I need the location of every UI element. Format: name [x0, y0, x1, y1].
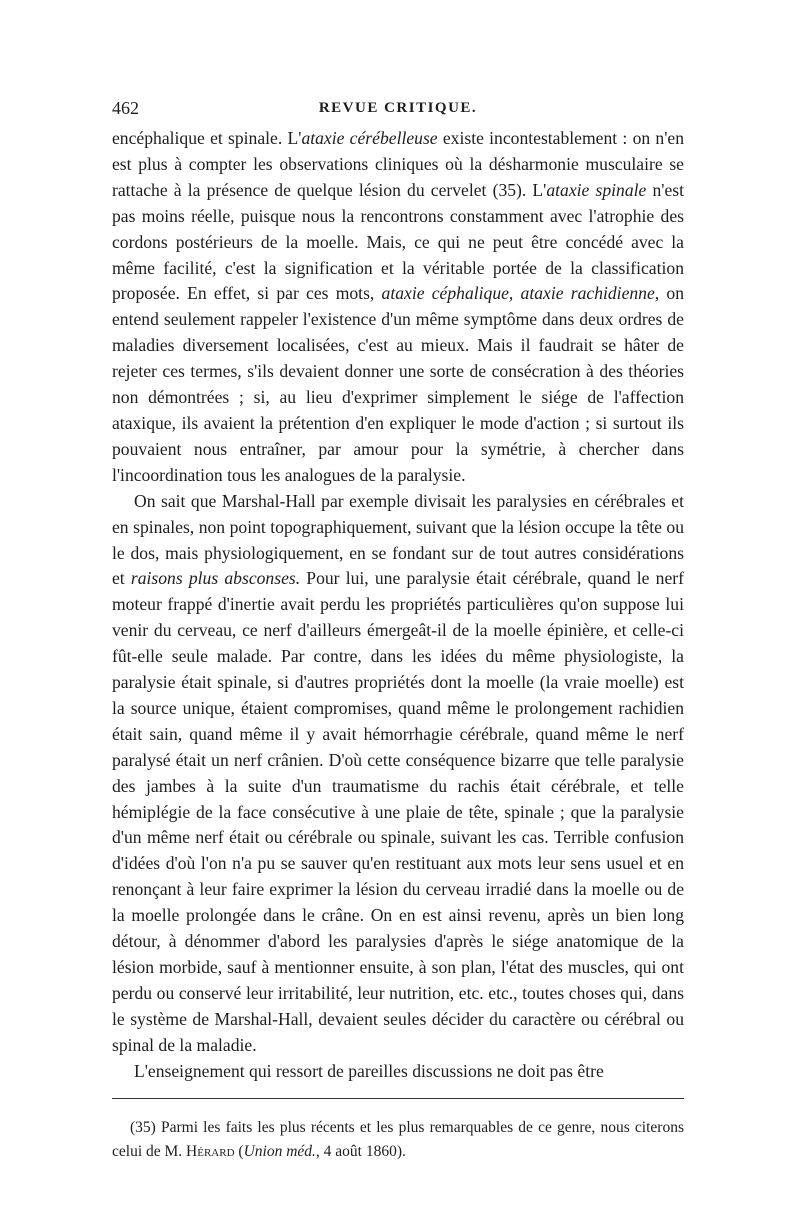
paragraph-3: L'enseignement qui ressort de pareilles discussions ne doit pas être — [134, 1060, 604, 1081]
page-header — [112, 98, 684, 124]
italic-term: ataxie cérébelleuse — [301, 128, 438, 148]
author-name: Hérard — [186, 1143, 235, 1160]
main-text — [112, 126, 684, 1085]
italic-term: raisons plus absconses. — [130, 568, 301, 589]
footnote-divider — [112, 1098, 684, 1099]
text-run: existe incontestablement : on n'en est plus à compter les observations cliniques où la désharmonie musculaire se rattache à la présence de quelque lésion du cervelet (35). L' — [112, 128, 684, 200]
text-run: n'est pas moins réelle, puisque nous la rencontrons constamment avec l'atrophie des cordons postérieurs de la moelle. Mais, ce qui ne peut être concédé avec la même facilité, c'est la signification et la véritable portée de la classification proposée. En effet, si par ces mots, — [112, 179, 684, 304]
running-head: REVUE CRITIQUE. — [318, 100, 478, 116]
italic-term: ataxie spinale — [546, 179, 647, 200]
text-run: Pour lui, une paralysie était cérébrale, quand le nerf moteur frappé d'inertie avait perdu les propriétés particulières qu'on suppose lui venir du cerveau, ce nerf d'ailleurs émergeât-il de la moelle épinière, et celle-ci fût-elle seule malade. Par contre, dans les idées du même physiologiste, la paralysie était spinale, si d'autres propriétés dont la moelle (la vraie moelle) est la source unique, étaient compromises, quand même le prolongement rachidien était sain, quand même il y avait hémorrhagie cérébrale, quand même le nerf paralysé était un nerf crânien. D'où cette conséquence bizarre que telle paralysie des jambes à la suite d'un traumatisme du rachis était cérébrale, et telle hémiplégie de la face consécutive à une plaie de tête, spinale ; que la paralysie d'un même nerf était ou cérébrale ou spinale, suivant les cas. Terrible confusion d'idées d'où l'on n'a pu se sauver qu'en restituant aux mots leur sens usuel et en renonçant à leur faire exprimer la lésion du cerveau irradié dans la moelle ou de la moelle prolongée dans le crâne. On en est ainsi revenu, après un bien long détour, à dénommer d'abord les paralysies d'après le siége anatomique de la lésion morbide, sauf à mentionner ensuite, à son plan, l'état des muscles, qui ont perdu ou conservé leur irritabilité, leur nutrition, etc. etc., toutes choses qui, dans le système de Marshal-Hall, devaient seules décider du caractère ou cérébral ou spinal de la maladie. — [112, 568, 684, 1055]
text-run: On sait que Marshal-Hall par exemple divisait les paralysies en cérébrales et en spinales, non point topographiquement, suivant que la lésion occupe la tête ou le dos, mais physiologiquement, en se fondant sur de tout autres considérations et — [112, 490, 684, 589]
text-run: encéphalique et spinale. L' — [112, 128, 302, 148]
paragraph-2 — [112, 489, 684, 1059]
journal-title: Union méd. — [243, 1143, 316, 1160]
paragraph-1 — [112, 126, 684, 489]
italic-term: ataxie céphalique, ataxie rachidienne, — [381, 283, 660, 304]
footnote-35 — [112, 1116, 684, 1164]
text-run: (35) Parmi les faits les plus récents et les plus remarquables de ce genre, nous citerons celui de M. — [112, 1119, 684, 1160]
text-run: ( — [234, 1143, 244, 1160]
text-run: , 4 août 1860). — [315, 1143, 406, 1160]
page-number: 462 — [112, 98, 139, 118]
text-run: on entend seulement rappeler l'existence d'un même symptôme dans deux ordres de maladies diversement localisées, c'est au mieux. Mais il faudrait se hâter de rejeter ces termes, s'ils devaient donner une sorte de consécration à des théories non démontrées ; si, au lieu d'exprimer simplement le siége de l'affection ataxique, ils avaient la prétention d'en expliquer le mode d'action ; si surtout ils pouvaient nous entraîner, par amour pour la symétrie, à chercher dans l'incoordination tous les analogues de la paralysie. — [112, 283, 684, 485]
